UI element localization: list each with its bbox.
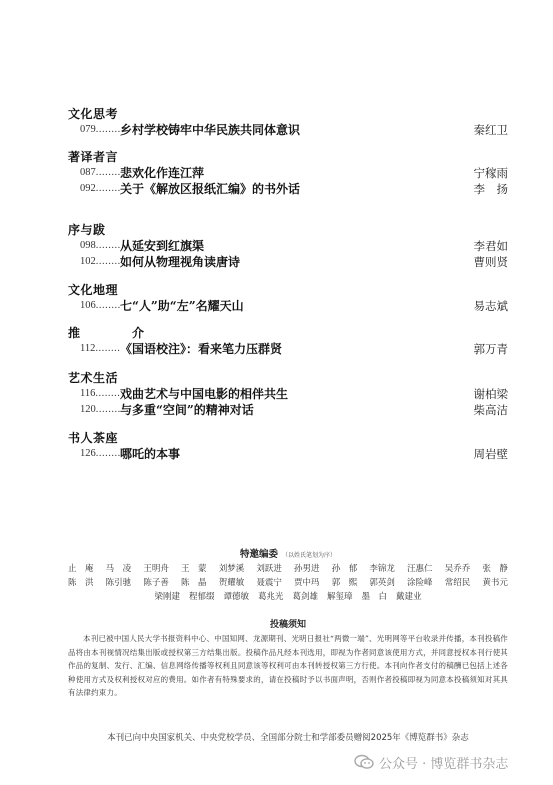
- article-title: 与多重“空间”的精神对话: [120, 403, 254, 417]
- article-title: 七“人”助“左”名耀天山: [120, 299, 244, 313]
- toc-entry[interactable]: [68, 165, 508, 181]
- toc-entry[interactable]: [68, 298, 508, 314]
- section-title: 文化思考: [68, 107, 119, 121]
- page-number: 102 .....: [80, 254, 130, 270]
- notice-title: 投稿须知: [269, 620, 306, 630]
- editor-name: 葛兆光: [257, 592, 284, 602]
- editor-name: 贾中玛: [294, 578, 320, 588]
- section-title: 艺术生活: [68, 371, 119, 385]
- notice-body: 本刊已被中国人民大学书报资料中心、中国知网、龙源期刊、光明日报社“两微一端”、光明网等平台收录并传播，本刊投稿作品将由本刊视情况结集出版或授权第三方结集出版。投稿作品凡经本刊选用，即视为作者同意该使用方式，并同意授权本刊行使其作品的复制、发行、汇编、信息网络传播等权利且同意该等权利可由本刊转授权第三方行使。本刊向作者支付的稿酬已包括上述各种使用方式及权利授权对应的费用。如作者有特殊要求的，请在投稿时予以书面声明，否则作者投稿即视为同意本投稿须知对其具有法律约束力。: [68, 634, 508, 697]
- section-book-teahouse: [68, 430, 508, 462]
- section-authors-words: [68, 149, 508, 197]
- page-number: 098 .....: [80, 238, 130, 254]
- editor-name: 刘梦溪: [218, 564, 245, 574]
- toc-entry[interactable]: [68, 402, 508, 418]
- editor-name: 涂险峰: [407, 578, 433, 588]
- editor-name: 陈引驰: [105, 578, 132, 588]
- article-author: 郭万青: [473, 342, 508, 356]
- section-title: 书人茶座: [68, 431, 119, 445]
- section-title: 序与跋: [68, 223, 106, 237]
- submission-notice: [68, 618, 508, 700]
- page-number: 112 .....: [80, 341, 130, 357]
- page-number: 116 .....: [80, 386, 130, 402]
- editor-name: 陈子善: [143, 578, 169, 588]
- section-art-life: [68, 370, 508, 418]
- editor-row: [68, 576, 508, 590]
- editor-name: 张 静: [482, 564, 508, 574]
- editorial-board: [68, 548, 508, 604]
- editor-name: 李锦龙: [369, 564, 395, 574]
- editor-name: 王 蒙: [181, 564, 207, 574]
- editor-name: 孙 郁: [331, 564, 358, 574]
- article-title: 乡村学校铸牢中华民族共同体意识: [120, 123, 301, 137]
- wechat-icon: [354, 754, 374, 770]
- article-author: 秦红卫: [473, 123, 508, 137]
- article-author: 谢柏梁: [473, 387, 508, 401]
- editorial-board-heading: 特邀编委: [239, 549, 278, 560]
- page-number: 092 .....: [80, 181, 130, 197]
- article-author: 周岩壁: [473, 447, 508, 461]
- editor-name: 程郁缀: [188, 592, 215, 602]
- editor-name: 梁刚建: [154, 592, 180, 602]
- page-number: 079 .....: [80, 122, 130, 138]
- toc-entry[interactable]: [68, 181, 508, 197]
- gift-statement: 本刊已向中央国家机关、中央党校学员、全国部分院士和学部委员赠阅2025年《博览群书》杂志: [107, 733, 469, 743]
- article-author: 宁稼雨: [473, 166, 508, 180]
- section-culture-thinking: [68, 106, 508, 138]
- editor-name: 聂震宁: [256, 578, 282, 588]
- article-title: 关于《解放区报纸汇编》的书外话: [120, 182, 301, 196]
- section-title: 文化地理: [68, 283, 119, 297]
- editor-name: 郭 熙: [331, 578, 358, 588]
- toc-entry[interactable]: [68, 341, 508, 357]
- toc-entry[interactable]: [68, 386, 508, 402]
- toc-entry[interactable]: [68, 254, 508, 270]
- editor-name: 马 凌: [105, 564, 132, 574]
- toc-entry[interactable]: [68, 446, 508, 462]
- section-prefaces: [68, 222, 508, 270]
- editor-row: [68, 590, 508, 604]
- article-author: 李 扬: [473, 182, 508, 196]
- section-title: 著译者言: [68, 150, 119, 164]
- editor-name: 解玺璋: [327, 592, 353, 602]
- editor-name: 郭英剑: [369, 578, 395, 588]
- editor-name: 谭德敏: [223, 592, 249, 602]
- editor-name: 孙男进: [294, 564, 320, 574]
- editor-name: 王明舟: [143, 564, 169, 574]
- article-author: 易志斌: [473, 299, 508, 313]
- editor-name: 黄书元: [482, 578, 508, 588]
- toc-entry[interactable]: [68, 122, 508, 138]
- editor-name: 汪惠仁: [407, 564, 433, 574]
- article-title: 戏曲艺术与中国电影的相伴共生: [120, 387, 289, 401]
- editor-name: 吴乔乔: [444, 564, 471, 574]
- editorial-board-note: （以姓氏笔划为序）: [282, 552, 337, 559]
- page-number: 120 .....: [80, 402, 130, 418]
- page-number: 126 .....: [80, 446, 130, 462]
- editor-row: [68, 562, 508, 576]
- editor-name: 墨 白: [361, 592, 388, 602]
- article-title: 从延安到红旗渠: [120, 239, 205, 253]
- article-title: 《国语校注》：看来笔力压群贤: [120, 342, 283, 356]
- section-recommendation: [68, 325, 508, 357]
- editor-name: 常绍民: [444, 578, 471, 588]
- article-title: 悲欢化作连江萍: [120, 166, 205, 180]
- editor-name: 葛剑雄: [292, 592, 319, 602]
- editor-name: 戴建业: [396, 592, 422, 602]
- section-title: 推 介: [68, 326, 165, 340]
- page-number: 106 .....: [80, 298, 130, 314]
- article-title: 如何从物理视角读唐诗: [120, 255, 241, 269]
- page-number: 087 .....: [80, 165, 130, 181]
- editor-name: 贺耀敏: [218, 578, 245, 588]
- editor-name: 止 庵: [68, 564, 94, 574]
- watermark-text: 公众号 · 博览群书杂志: [379, 756, 509, 772]
- article-title: 哪吒的本事: [120, 447, 181, 461]
- section-cultural-geography: [68, 282, 508, 314]
- wechat-watermark: [354, 752, 508, 772]
- editorial-board-title: [68, 548, 508, 562]
- editor-name: 陈 晶: [181, 578, 207, 588]
- editor-name: 陈 洪: [68, 578, 94, 588]
- article-author: 曹则贤: [473, 255, 508, 269]
- article-author: 李君如: [473, 239, 508, 253]
- article-author: 柴高洁: [473, 403, 508, 417]
- toc-entry[interactable]: [68, 238, 508, 254]
- editor-name: 刘跃进: [256, 564, 282, 574]
